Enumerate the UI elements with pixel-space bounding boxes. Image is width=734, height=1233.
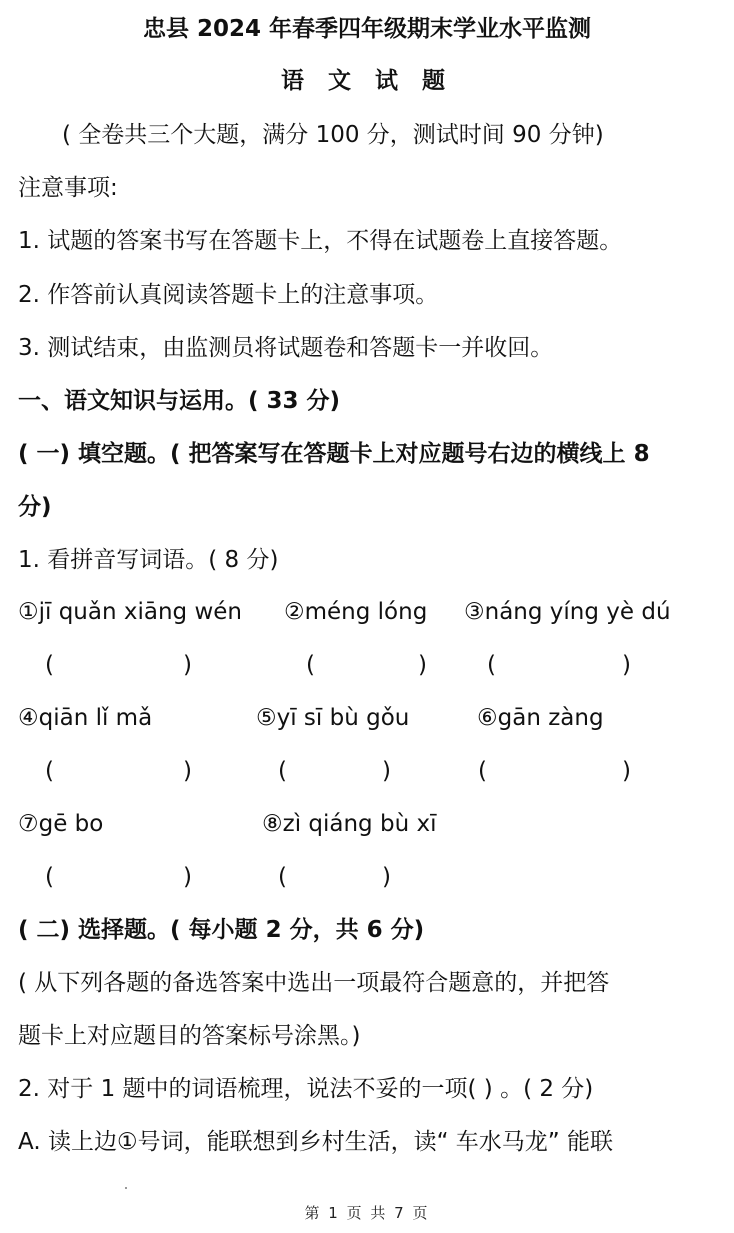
pinyin-item-6: ⑥gān zàng <box>477 705 604 731</box>
part1-title-line2: 分) <box>18 494 52 520</box>
part2-instruction-line1: ( 从下列各题的备选答案中选出一项最符合题意的，并把答 <box>18 970 610 996</box>
pinyin-item-1: ①jī quǎn xiāng wén <box>18 599 242 625</box>
answer-blank-5-close: ) <box>382 758 391 784</box>
question-2-option-a: A. 读上边①号词，能联想到乡村生活，读“ 车水马龙” 能联 <box>18 1129 614 1155</box>
notes-heading: 注意事项: <box>18 175 118 201</box>
pinyin-item-7: ⑦gē bo <box>18 811 104 837</box>
answer-blank-4-open: ( <box>45 758 54 784</box>
pinyin-item-8: ⑧zì qiáng bù xī <box>262 811 437 837</box>
answer-blank-3-open: ( <box>487 652 496 678</box>
pinyin-item-4: ④qiān lǐ mǎ <box>18 705 153 731</box>
answer-blank-6-open: ( <box>478 758 487 784</box>
note-item-3: 3. 测试结束，由监测员将试题卷和答题卡一并收回。 <box>18 335 554 361</box>
answer-blank-8-open: ( <box>278 864 287 890</box>
exam-title: 忠县 2024 年春季四年级期末学业水平监测 <box>142 16 592 42</box>
part1-title-line1: ( 一) 填空题。( 把答案写在答题卡上对应题号右边的横线上 8 <box>18 441 650 467</box>
part2-instruction-line2: 题卡上对应题目的答案标号涂黑。) <box>18 1023 361 1049</box>
pinyin-item-3: ③náng yíng yè dú <box>464 599 671 625</box>
answer-blank-7-close: ) <box>183 864 192 890</box>
answer-blank-7-open: ( <box>45 864 54 890</box>
page-speck <box>125 1187 127 1189</box>
answer-blank-8-close: ) <box>382 864 391 890</box>
pinyin-item-5: ⑤yī sī bù gǒu <box>256 705 410 731</box>
page-footer: 第 1 页 共 7 页 <box>304 1204 430 1222</box>
note-item-1: 1. 试题的答案书写在答题卡上，不得在试题卷上直接答题。 <box>18 228 623 254</box>
part2-title: ( 二) 选择题。( 每小题 2 分，共 6 分) <box>18 917 425 943</box>
question-1: 1. 看拼音写词语。( 8 分) <box>18 547 279 573</box>
exam-info: ( 全卷共三个大题，满分 100 分，测试时间 90 分钟) <box>62 122 604 148</box>
answer-blank-6-close: ) <box>622 758 631 784</box>
section1-title: 一、语文知识与运用。( 33 分) <box>18 388 341 414</box>
answer-blank-2-close: ) <box>418 652 427 678</box>
answer-blank-4-close: ) <box>183 758 192 784</box>
exam-subtitle: 语 文 试 题 <box>280 68 454 94</box>
pinyin-item-2: ②méng lóng <box>284 599 428 625</box>
answer-blank-5-open: ( <box>278 758 287 784</box>
answer-blank-3-close: ) <box>622 652 631 678</box>
note-item-2: 2. 作答前认真阅读答题卡上的注意事项。 <box>18 282 439 308</box>
answer-blank-1-close: ) <box>183 652 192 678</box>
question-2: 2. 对于 1 题中的词语梳理，说法不妥的一项( ) 。( 2 分) <box>18 1076 594 1102</box>
answer-blank-1-open: ( <box>45 652 54 678</box>
answer-blank-2-open: ( <box>306 652 315 678</box>
